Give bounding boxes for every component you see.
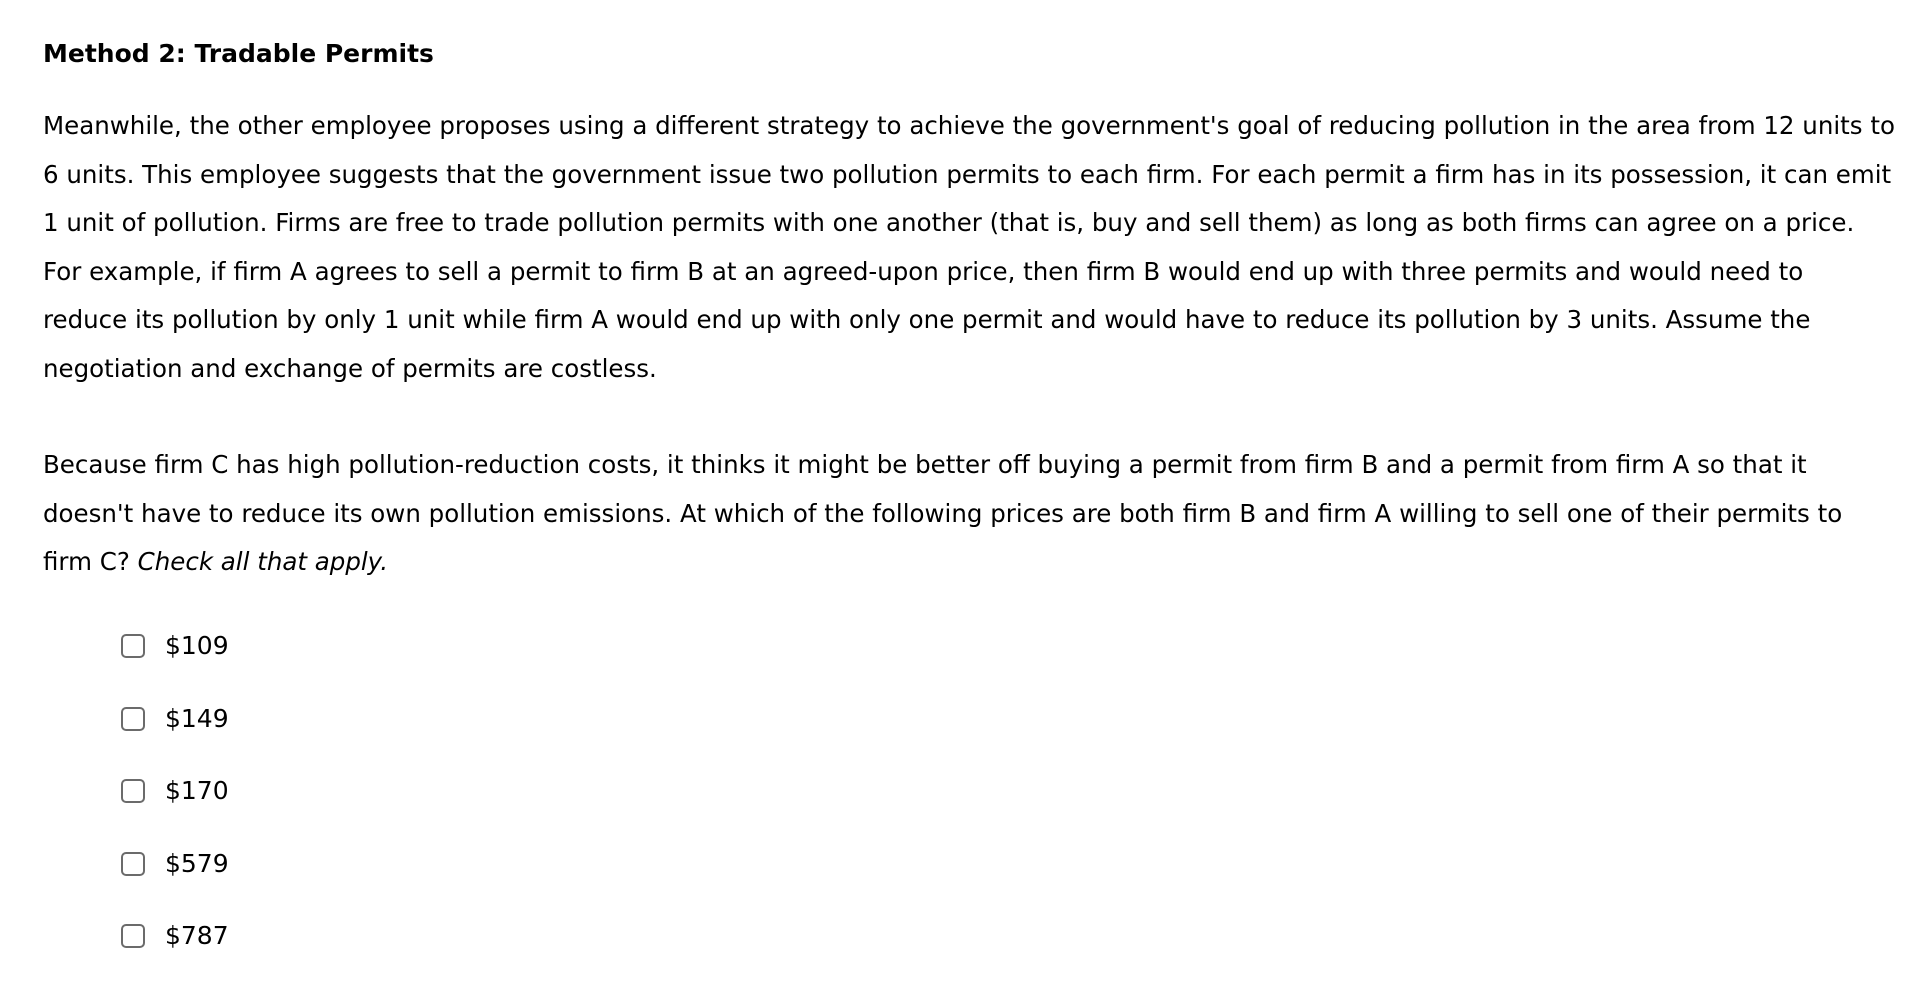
checkbox[interactable]	[121, 634, 145, 658]
answer-option[interactable]	[121, 916, 229, 956]
checkbox[interactable]	[121, 707, 145, 731]
question-content	[43, 34, 1903, 587]
checkbox[interactable]	[121, 924, 145, 948]
paragraph-line: Meanwhile, the other employee proposes using a different strategy to achieve the government's goal of reducing pollution in the area from 12 units to	[43, 111, 1895, 140]
scenario-paragraph	[43, 102, 1903, 393]
question-paragraph	[43, 441, 1903, 587]
question-text: firm C?	[43, 547, 138, 576]
option-label: $579	[165, 848, 229, 878]
paragraph-line: 1 unit of pollution. Firms are free to trade pollution permits with one another (that is, buy and sell them) as long as both firms can agree on a price.	[43, 208, 1855, 237]
answer-option[interactable]	[121, 626, 229, 666]
paragraph-line: reduce its pollution by only 1 unit while firm A would end up with only one permit and would have to reduce its pollution by 3 units. Assume the	[43, 305, 1811, 334]
paragraph-line: Because firm C has high pollution-reduction costs, it thinks it might be better off buying a permit from firm B and a permit from firm A so that it	[43, 450, 1807, 479]
checkbox[interactable]	[121, 779, 145, 803]
option-label: $170	[165, 776, 229, 805]
option-label: $109	[165, 631, 229, 660]
check-all-instruction: Check all that apply.	[137, 547, 389, 576]
answer-option[interactable]	[121, 844, 229, 884]
paragraph-line	[43, 538, 1903, 587]
paragraph-line: doesn't have to reduce its own pollution emissions. At which of the following prices are both firm B and firm A willing to sell one of their permits to	[43, 498, 1843, 528]
option-label: $149	[165, 703, 229, 733]
answer-option[interactable]	[121, 771, 229, 811]
paragraph-line: negotiation and exchange of permits are costless.	[43, 353, 657, 383]
section-heading: Method 2: Tradable Permits	[43, 39, 434, 68]
paragraph-line: 6 units. This employee suggests that the government issue two pollution permits to each firm. For each permit a firm has in its possession, it can emit	[43, 159, 1892, 189]
paragraph-line: For example, if firm A agrees to sell a permit to firm B at an agreed-upon price, then firm B would end up with three permits and would need to	[43, 256, 1804, 286]
option-label: $787	[165, 921, 229, 950]
answer-option[interactable]	[121, 699, 229, 739]
answer-options	[121, 626, 229, 989]
checkbox[interactable]	[121, 852, 145, 876]
